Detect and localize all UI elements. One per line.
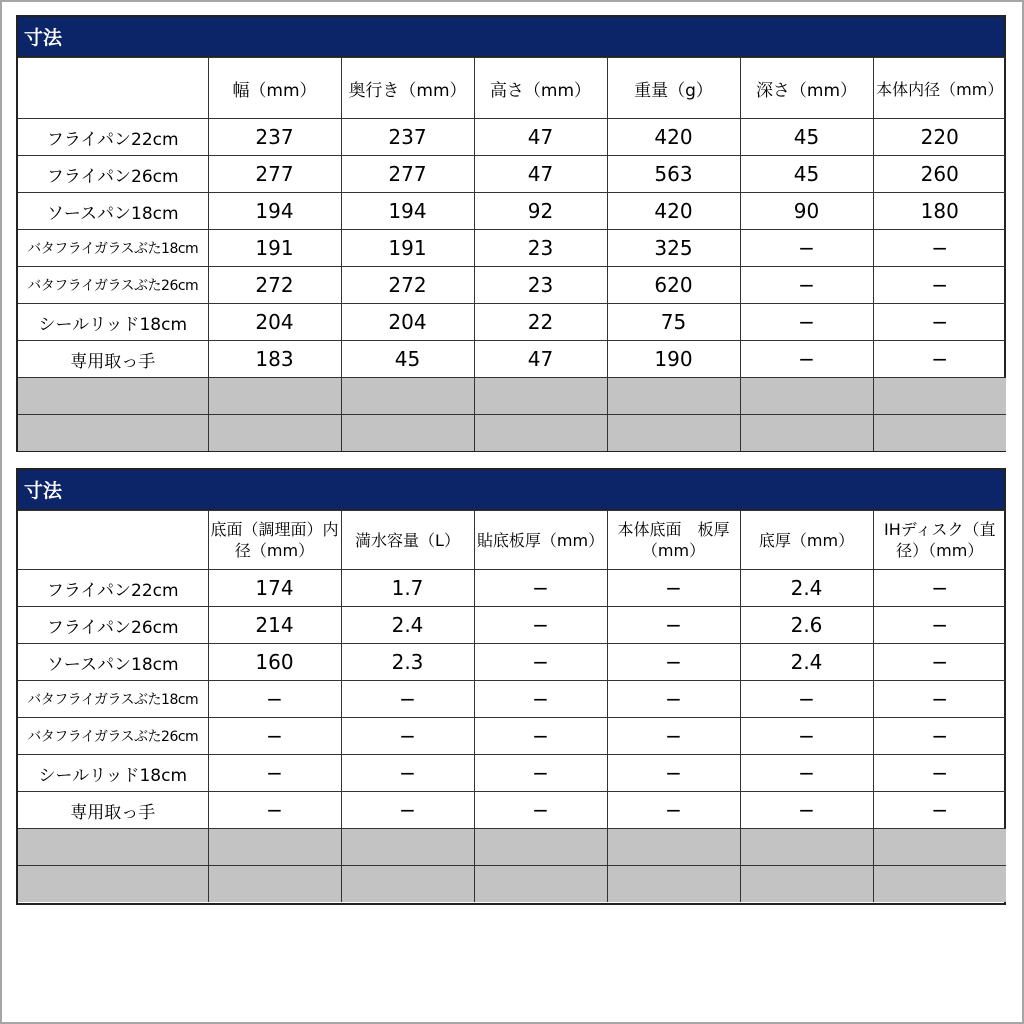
- dimensions-table-1: [18, 57, 1006, 451]
- row-label: フライパン26cm: [18, 156, 208, 193]
- row-label: ソースパン18cm: [18, 644, 208, 681]
- blank-cell: [341, 415, 474, 452]
- table-cell: 2.6: [740, 607, 873, 644]
- table-cell: −: [740, 755, 873, 792]
- table-cell: 183: [208, 341, 341, 378]
- table-cell: −: [474, 755, 607, 792]
- blank-cell: [208, 415, 341, 452]
- table-cell: −: [607, 681, 740, 718]
- section-title: 寸法: [18, 17, 1004, 57]
- blank-cell: [873, 415, 1006, 452]
- table-cell: 260: [873, 156, 1006, 193]
- table-row: [18, 267, 1006, 304]
- table-row: [18, 644, 1006, 681]
- table-cell: −: [873, 570, 1006, 607]
- table-cell: 22: [474, 304, 607, 341]
- dimensions-section-2: [16, 468, 1006, 905]
- blank-cell: [18, 378, 208, 415]
- table-cell: −: [474, 644, 607, 681]
- table-cell: 420: [607, 119, 740, 156]
- table-row: [18, 304, 1006, 341]
- header-row: [18, 511, 1006, 570]
- blank-cell: [474, 415, 607, 452]
- table-cell: 2.4: [341, 607, 474, 644]
- table-cell: −: [607, 755, 740, 792]
- header-cell: IHディスク（直径）（mm）: [873, 511, 1006, 570]
- table-cell: −: [208, 681, 341, 718]
- blank-cell: [18, 866, 208, 903]
- dimensions-section-1: [16, 15, 1006, 452]
- table-cell: 191: [341, 230, 474, 267]
- row-label: フライパン26cm: [18, 607, 208, 644]
- table-cell: −: [740, 341, 873, 378]
- table-cell: −: [474, 792, 607, 829]
- table-cell: −: [607, 607, 740, 644]
- table-cell: 190: [607, 341, 740, 378]
- table-row: [18, 230, 1006, 267]
- table-row: [18, 681, 1006, 718]
- table-cell: −: [873, 304, 1006, 341]
- table-row: [18, 193, 1006, 230]
- header-cell: 本体内径（mm）: [873, 58, 1006, 119]
- row-label: フライパン22cm: [18, 119, 208, 156]
- table-cell: 47: [474, 341, 607, 378]
- table-cell: 23: [474, 267, 607, 304]
- table-cell: −: [873, 755, 1006, 792]
- table-cell: 194: [341, 193, 474, 230]
- table-row: [18, 607, 1006, 644]
- table-cell: 204: [341, 304, 474, 341]
- blank-row: [18, 415, 1006, 452]
- row-label: ソースパン18cm: [18, 193, 208, 230]
- table-row: [18, 718, 1006, 755]
- table-cell: −: [740, 792, 873, 829]
- blank-cell: [208, 829, 341, 866]
- table-cell: 204: [208, 304, 341, 341]
- blank-cell: [341, 866, 474, 903]
- table-cell: −: [208, 718, 341, 755]
- table-cell: −: [341, 792, 474, 829]
- table-cell: 237: [208, 119, 341, 156]
- table-cell: 420: [607, 193, 740, 230]
- table-cell: −: [607, 644, 740, 681]
- table-cell: −: [341, 755, 474, 792]
- table-cell: 75: [607, 304, 740, 341]
- table-cell: −: [208, 755, 341, 792]
- header-cell: 本体底面 板厚（mm）: [607, 511, 740, 570]
- table-cell: 1.7: [341, 570, 474, 607]
- header-cell: 満水容量（L）: [341, 511, 474, 570]
- header-cell: 貼底板厚（mm）: [474, 511, 607, 570]
- blank-cell: [18, 415, 208, 452]
- table-cell: 47: [474, 156, 607, 193]
- blank-cell: [740, 378, 873, 415]
- table-cell: −: [341, 681, 474, 718]
- blank-cell: [474, 378, 607, 415]
- table-cell: 160: [208, 644, 341, 681]
- table-cell: 563: [607, 156, 740, 193]
- table-cell: −: [341, 718, 474, 755]
- header-cell: 深さ（mm）: [740, 58, 873, 119]
- header-cell: 奥行き（mm）: [341, 58, 474, 119]
- table-cell: −: [873, 644, 1006, 681]
- table-cell: −: [873, 267, 1006, 304]
- table-cell: 45: [740, 156, 873, 193]
- table-cell: −: [607, 792, 740, 829]
- blank-cell: [341, 829, 474, 866]
- row-label: バタフライガラスぶた18cm: [18, 230, 208, 267]
- blank-cell: [18, 829, 208, 866]
- row-label: 専用取っ手: [18, 341, 208, 378]
- table-cell: −: [740, 230, 873, 267]
- row-label: 専用取っ手: [18, 792, 208, 829]
- table-row: [18, 341, 1006, 378]
- table-cell: −: [474, 570, 607, 607]
- table-row: [18, 570, 1006, 607]
- table-cell: 214: [208, 607, 341, 644]
- blank-cell: [607, 378, 740, 415]
- blank-cell: [740, 829, 873, 866]
- blank-cell: [740, 415, 873, 452]
- blank-cell: [474, 866, 607, 903]
- blank-cell: [607, 866, 740, 903]
- table-row: [18, 792, 1006, 829]
- table-cell: 191: [208, 230, 341, 267]
- table-cell: −: [474, 607, 607, 644]
- table-cell: −: [740, 304, 873, 341]
- blank-cell: [607, 829, 740, 866]
- blank-cell: [873, 866, 1006, 903]
- blank-cell: [873, 378, 1006, 415]
- blank-cell: [873, 829, 1006, 866]
- table-cell: 47: [474, 119, 607, 156]
- table-cell: 277: [208, 156, 341, 193]
- table-cell: −: [607, 570, 740, 607]
- table-cell: 272: [341, 267, 474, 304]
- blank-cell: [474, 829, 607, 866]
- table-cell: 620: [607, 267, 740, 304]
- table-cell: −: [873, 792, 1006, 829]
- blank-cell: [341, 378, 474, 415]
- row-label: シールリッド18cm: [18, 304, 208, 341]
- header-cell: 底厚（mm）: [740, 511, 873, 570]
- table-row: [18, 119, 1006, 156]
- section-title: 寸法: [18, 470, 1004, 510]
- row-label: バタフライガラスぶた26cm: [18, 267, 208, 304]
- table-cell: 174: [208, 570, 341, 607]
- table-cell: 45: [341, 341, 474, 378]
- header-cell: [18, 58, 208, 119]
- table-cell: −: [740, 681, 873, 718]
- header-cell: 底面（調理面）内径（mm）: [208, 511, 341, 570]
- row-label: フライパン22cm: [18, 570, 208, 607]
- table-cell: 277: [341, 156, 474, 193]
- table-cell: 90: [740, 193, 873, 230]
- table-cell: 2.4: [740, 570, 873, 607]
- blank-cell: [607, 415, 740, 452]
- table-cell: −: [474, 681, 607, 718]
- table-cell: −: [873, 718, 1006, 755]
- blank-cell: [740, 866, 873, 903]
- row-label: バタフライガラスぶた18cm: [18, 681, 208, 718]
- table-cell: 45: [740, 119, 873, 156]
- table-cell: 220: [873, 119, 1006, 156]
- table-cell: −: [740, 267, 873, 304]
- table-cell: 237: [341, 119, 474, 156]
- header-row: [18, 58, 1006, 119]
- table-cell: 180: [873, 193, 1006, 230]
- table-cell: 23: [474, 230, 607, 267]
- table-cell: 194: [208, 193, 341, 230]
- table-cell: 272: [208, 267, 341, 304]
- table-cell: −: [208, 792, 341, 829]
- header-cell: [18, 511, 208, 570]
- table-cell: −: [740, 718, 873, 755]
- table-cell: −: [873, 607, 1006, 644]
- table-cell: −: [873, 681, 1006, 718]
- table-row: [18, 156, 1006, 193]
- header-cell: 高さ（mm）: [474, 58, 607, 119]
- blank-row: [18, 829, 1006, 866]
- row-label: シールリッド18cm: [18, 755, 208, 792]
- blank-cell: [208, 378, 341, 415]
- blank-row: [18, 378, 1006, 415]
- table-cell: −: [873, 341, 1006, 378]
- table-cell: −: [873, 230, 1006, 267]
- table-cell: 2.3: [341, 644, 474, 681]
- blank-row: [18, 866, 1006, 903]
- blank-cell: [208, 866, 341, 903]
- table-cell: 325: [607, 230, 740, 267]
- row-label: バタフライガラスぶた26cm: [18, 718, 208, 755]
- table-row: [18, 755, 1006, 792]
- header-cell: 幅（mm）: [208, 58, 341, 119]
- dimensions-table-2: [18, 510, 1006, 902]
- table-cell: −: [607, 718, 740, 755]
- table-cell: −: [474, 718, 607, 755]
- table-cell: 92: [474, 193, 607, 230]
- header-cell: 重量（g）: [607, 58, 740, 119]
- table-cell: 2.4: [740, 644, 873, 681]
